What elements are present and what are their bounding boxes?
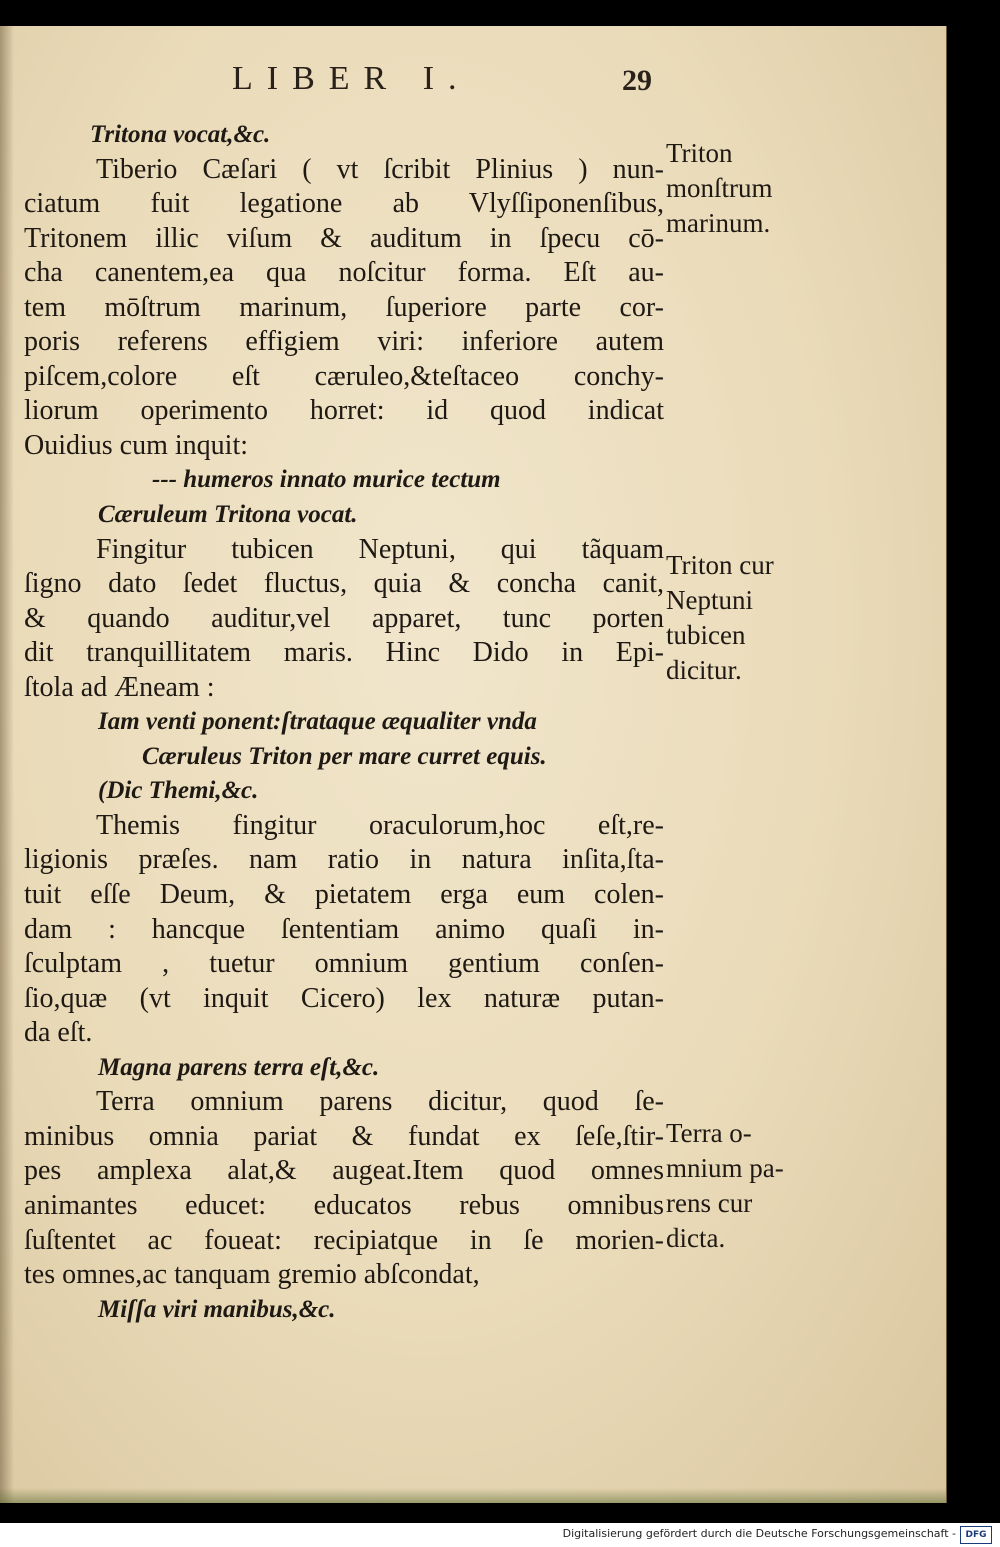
text-line: da eſt. — [24, 1017, 93, 1049]
text-line: --- humeros innato murice tectum — [152, 466, 501, 494]
text-line: tes omnes,ac tanquam gremio abſcondat, — [24, 1259, 480, 1291]
text-line: Iam venti ponent:ſtrataque æqualiter vnda — [98, 708, 537, 736]
page-gutter-shadow — [0, 26, 14, 1503]
text-line: tem mōſtrum marinum, ſuperiore parte cor- — [24, 291, 664, 323]
side-note-line: rens cur — [666, 1188, 753, 1218]
page-bottom-edge — [0, 1488, 946, 1503]
text-line: Fingitur tubicen Neptuni, qui tãquam — [96, 533, 664, 565]
text-line: piſcem,colore eſt cæruleo,&teſtaceo conchy- — [24, 360, 664, 392]
text-line: liorum operimento horret: id quod indicat — [24, 395, 664, 427]
text-line: ſigno dato ſedet fluctus, quia & concha canit, — [24, 568, 664, 600]
text-line: Tritona vocat,&c. — [90, 121, 271, 148]
text-line: Tiberio Cæſari ( vt ſcribit Plinius ) nun- — [96, 153, 664, 185]
text-line: pes amplexa alat,& augeat.Item quod omnes — [24, 1155, 664, 1187]
side-note-line: dicta. — [666, 1223, 726, 1253]
text-line: & quando auditur,vel apparet, tunc porten — [24, 602, 664, 634]
text-line: minibus omnia pariat & fundat ex ſeſe,ſtir- — [24, 1120, 664, 1152]
side-note-line: Triton — [666, 138, 733, 168]
text-line: Miſſa viri manibus,&c. — [98, 1295, 336, 1323]
text-line: ſculptam , tuetur omnium gentium conſen- — [24, 948, 664, 980]
text-line: ſuſtentet ac foueat: recipiatque in ſe morien- — [24, 1224, 664, 1256]
text-line: poris referens effigiem viri: inferiore autem — [24, 326, 664, 358]
text-line: Tritonem illic viſum & auditum in ſpecu cō- — [24, 222, 664, 254]
text-line: (Dic Themi,&c. — [98, 777, 259, 805]
side-note-line: monſtrum — [666, 173, 773, 203]
footer-bar — [0, 1523, 1000, 1547]
side-note-line: Neptuni — [666, 585, 753, 615]
text-line: animantes educet: educatos rebus omnibus — [24, 1189, 664, 1221]
text-line: dit tranquillitatem maris. Hinc Dido in Epi- — [24, 637, 664, 669]
text-line: ligionis præſes. nam ratio in natura inſita,ſta- — [24, 844, 664, 876]
text-line: Magna parens terra eſt,&c. — [98, 1053, 380, 1081]
text-line: cha canentem,ea qua noſcitur forma. Eſt au- — [24, 257, 664, 289]
text-line: Terra omnium parens dicitur, quod ſe- — [96, 1086, 664, 1118]
running-head: LIBER I. — [232, 60, 471, 97]
text-line: tuit eſſe Deum, & pietatem erga eum colen- — [24, 879, 664, 911]
side-note-line: tubicen — [666, 620, 746, 650]
side-note-line: marinum. — [666, 208, 771, 238]
dfg-logo: DFG — [960, 1526, 992, 1544]
text-line: ciatum fuit legatione ab Vlyſſiponenſibus, — [24, 188, 664, 220]
side-note-line: Terra o- — [666, 1118, 752, 1148]
side-note-line: mnium pa- — [666, 1153, 784, 1183]
text-line: dam : hancque ſententiam animo quaſi in- — [24, 913, 664, 945]
side-note-triton-tubicen — [666, 548, 826, 688]
text-line: Cæruleum Tritona vocat. — [98, 501, 358, 529]
text-line: Ouidius cum inquit: — [24, 429, 248, 461]
text-line: Themis fingitur oraculorum,hoc eſt,re- — [96, 809, 664, 841]
side-note-line: Triton cur — [666, 550, 774, 580]
text-line: Cæruleus Triton per mare curret equis. — [142, 742, 547, 770]
side-note-line: dicitur. — [666, 655, 742, 685]
text-line: ſtola ad Æneam : — [24, 671, 215, 703]
funding-credit: Digitalisierung gefördert durch die Deutsche Forschungsgemeinschaft - — [562, 1527, 956, 1540]
page-number: 29 — [622, 64, 652, 97]
side-note-triton-monstrum — [666, 136, 826, 241]
text-line: ſio,quæ (vt inquit Cicero) lex naturæ putan- — [24, 982, 664, 1014]
side-note-terra-parens — [666, 1116, 826, 1256]
body-text — [24, 118, 664, 1327]
